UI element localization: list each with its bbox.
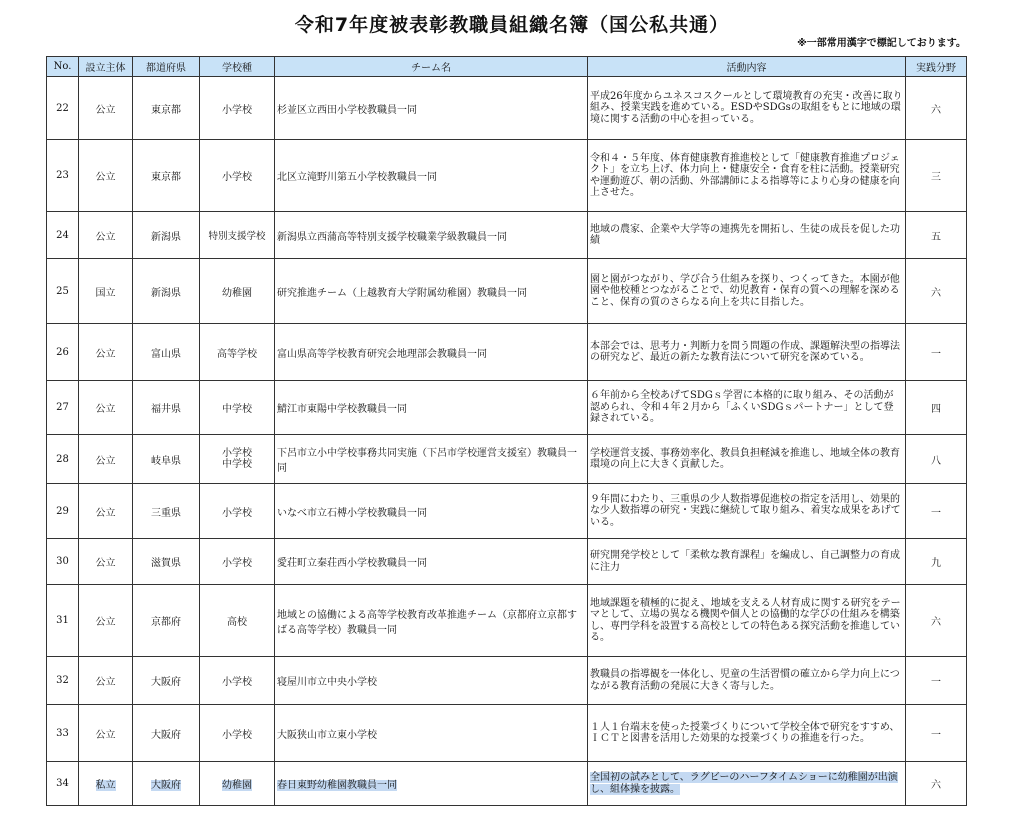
cell-field: 五: [906, 212, 967, 259]
cell-field: 六: [906, 77, 967, 140]
cell-school-type[interactable]: [200, 762, 275, 806]
cell-team-name: 富山県高等学校教育研究会地理部会教職員一同: [275, 324, 588, 381]
cell-activity: ６年前から全校あげてSDGｓ学習に本格的に取り組み、その活動が認められ、令和４年２月から「ふくいSDGｓパートナー」として登録されている。: [588, 381, 906, 435]
cell-field: 一: [906, 324, 967, 381]
cell-field: 三: [906, 140, 967, 212]
cell-founder: 公立: [79, 324, 133, 381]
cell-activity: 研究開発学校として「柔軟な教育課程」を編成し、自己調整力の育成に注力: [588, 539, 906, 585]
cell-founder: 公立: [79, 705, 133, 762]
col-header-founder: 設立主体: [79, 57, 133, 77]
cell-field: 九: [906, 539, 967, 585]
cell-field: 六: [906, 762, 967, 806]
cell-founder: 公立: [79, 585, 133, 657]
cell-no: 24: [47, 212, 79, 259]
cell-founder: 国立: [79, 259, 133, 324]
cell-team-name: いなべ市立石榑小学校教職員一同: [275, 484, 588, 539]
cell-activity: 地域課題を積極的に捉え、地域を支える人材育成に関する研究をテーマとして、立場の異なる機関や個人との協働的な学びの仕組みを構築し、専門学科を設置する高校としての特色ある探究活動を推進している。: [588, 585, 906, 657]
cell-school-type: 小学校 中学校: [200, 435, 275, 484]
cell-activity: 園と園がつながり、学び合う仕組みを探り、つくってきた。本園が他園や他校種とつながることで、幼児教育・保育の質への理解を深めること、保育の質のさらなる向上を共に目指した。: [588, 259, 906, 324]
cell-team-name: 新潟県立西蒲高等特別支援学校職業学級教職員一同: [275, 212, 588, 259]
cell-team-name: 研究推進チーム（上越教育大学附属幼稚園）教職員一同: [275, 259, 588, 324]
kanji-note: ※一部常用漢字で標記しております。: [797, 38, 966, 49]
cell-no: 30: [47, 539, 79, 585]
cell-school-type: 小学校: [200, 77, 275, 140]
cell-field: 八: [906, 435, 967, 484]
cell-prefecture[interactable]: [133, 762, 200, 806]
col-header-prefecture: 都道府県: [133, 57, 200, 77]
cell-school-type: 高校: [200, 585, 275, 657]
col-header-no: No.: [47, 57, 79, 77]
cell-no: 31: [47, 585, 79, 657]
cell-field: 一: [906, 484, 967, 539]
cell-activity: 令和４・５年度、体育健康教育推進校として「健康教育推進プロジェクト」を立ち上げ、体力向上・健康安全・食育を柱に活動。授業研究や運動遊び、朝の活動、外部講師による指導等により心身の健康を向上させた。: [588, 140, 906, 212]
cell-prefecture: 岐阜県: [133, 435, 200, 484]
cell-no: 34: [47, 762, 79, 806]
cell-school-type: 幼稚園: [200, 259, 275, 324]
cell-field: 六: [906, 585, 967, 657]
table-row: [47, 212, 967, 259]
cell-no: 28: [47, 435, 79, 484]
table-row: [47, 77, 967, 140]
cell-field: 一: [906, 657, 967, 705]
cell-founder: 公立: [79, 77, 133, 140]
col-header-team-name: チーム名: [275, 57, 588, 77]
cell-activity: 地域の農家、企業や大学等の連携先を開拓し、生徒の成長を促した功績: [588, 212, 906, 259]
cell-prefecture: 新潟県: [133, 259, 200, 324]
cell-team-name: 愛荘町立秦荘西小学校教職員一同: [275, 539, 588, 585]
cell-no: 33: [47, 705, 79, 762]
cell-prefecture: 京都府: [133, 585, 200, 657]
cell-prefecture: 富山県: [133, 324, 200, 381]
cell-prefecture: 大阪府: [133, 705, 200, 762]
cell-prefecture: 滋賀県: [133, 539, 200, 585]
table-row: [47, 435, 967, 484]
cell-founder: 公立: [79, 435, 133, 484]
cell-school-type: 中学校: [200, 381, 275, 435]
table-row: [47, 657, 967, 705]
cell-activity: 学校運営支援、事務効率化、教員負担軽減を推進し、地域全体の教育環境の向上に大きく貢献した。: [588, 435, 906, 484]
cell-no: 29: [47, 484, 79, 539]
cell-no: 32: [47, 657, 79, 705]
cell-prefecture: 新潟県: [133, 212, 200, 259]
cell-team-name: 下呂市立小中学校事務共同実施（下呂市学校運営支援室）教職員一同: [275, 435, 588, 484]
cell-school-type: 小学校: [200, 705, 275, 762]
table-row: [47, 484, 967, 539]
cell-school-type: 小学校: [200, 657, 275, 705]
cell-school-type: 特別支援学校: [200, 212, 275, 259]
cell-activity[interactable]: [588, 762, 906, 806]
selected-text[interactable]: 全国初の試みとして、ラグビーのハーフタイムショーに幼稚園が出演し、組体操を披露。: [590, 772, 898, 795]
cell-founder: 公立: [79, 657, 133, 705]
cell-activity: 平成26年度からユネスコスクールとして環境教育の充実・改善に取り組み、授業実践を進めている。ESDやSDGsの取組をもとに地域の環境に関する活動の中心を担っている。: [588, 77, 906, 140]
cell-activity: ９年間にわたり、三重県の少人数指導促進校の指定を活用し、効果的な少人数指導の研究・実践に継続して取り組み、着実な成果をあげている。: [588, 484, 906, 539]
cell-field: 六: [906, 259, 967, 324]
cell-no: 26: [47, 324, 79, 381]
cell-activity: 教職員の指導観を一体化し、児童の生活習慣の確立から学力向上につながる教育活動の発展に大きく寄与した。: [588, 657, 906, 705]
col-header-activity: 活動内容: [588, 57, 906, 77]
table-row: [47, 539, 967, 585]
selected-text[interactable]: 私立: [95, 780, 116, 791]
cell-prefecture: 福井県: [133, 381, 200, 435]
cell-prefecture: 東京都: [133, 140, 200, 212]
cell-no: 25: [47, 259, 79, 324]
cell-founder: 公立: [79, 381, 133, 435]
cell-no: 22: [47, 77, 79, 140]
cell-prefecture: 大阪府: [133, 657, 200, 705]
cell-school-type: 高等学校: [200, 324, 275, 381]
roster-table: [46, 56, 967, 806]
selected-text[interactable]: 大阪府: [151, 780, 181, 791]
cell-founder: 公立: [79, 140, 133, 212]
cell-school-type: 小学校: [200, 484, 275, 539]
cell-team-name: 寝屋川市立中央小学校: [275, 657, 588, 705]
cell-activity: １人１台端末を使った授業づくりについて学校全体で研究をすすめ、ＩＣＴと図書を活用した効果的な授業づくりの推進を行った。: [588, 705, 906, 762]
cell-founder: 公立: [79, 539, 133, 585]
cell-team-name: 北区立滝野川第五小学校教職員一同: [275, 140, 588, 212]
table-row-selected[interactable]: [47, 762, 967, 806]
header-row: [47, 57, 967, 77]
cell-founder: 公立: [79, 212, 133, 259]
table-row: [47, 585, 967, 657]
cell-prefecture: 東京都: [133, 77, 200, 140]
table-row: [47, 259, 967, 324]
page-title: 令和7年度被表彰教職員組織名簿（国公私共通）: [294, 14, 730, 36]
table-row: [47, 140, 967, 212]
table-row: [47, 381, 967, 435]
cell-team-name: 地域との協働による高等学校教育改革推進チーム（京都府立京都すばる高等学校）教職員一同: [275, 585, 588, 657]
cell-founder[interactable]: [79, 762, 133, 806]
cell-school-type: 小学校: [200, 539, 275, 585]
cell-team-name: 大阪狭山市立東小学校: [275, 705, 588, 762]
cell-school-type: 小学校: [200, 140, 275, 212]
selected-text[interactable]: 幼稚園: [222, 780, 252, 791]
table-row: [47, 324, 967, 381]
cell-activity: 本部会では、思考力・判断力を問う問題の作成、課題解決型の指導法の研究など、最近の新たな教育法について研究を深めている。: [588, 324, 906, 381]
col-header-school-type: 学校種: [200, 57, 275, 77]
cell-field: 一: [906, 705, 967, 762]
selected-text[interactable]: 春日東野幼稚園教職員一同: [277, 780, 397, 791]
col-header-field: 実践分野: [906, 57, 967, 77]
cell-field: 四: [906, 381, 967, 435]
cell-no: 23: [47, 140, 79, 212]
table-row: [47, 705, 967, 762]
cell-team-name: 鯖江市東陽中学校教職員一同: [275, 381, 588, 435]
cell-no: 27: [47, 381, 79, 435]
cell-founder: 公立: [79, 484, 133, 539]
cell-prefecture: 三重県: [133, 484, 200, 539]
cell-team-name: 杉並区立西田小学校教職員一同: [275, 77, 588, 140]
cell-team-name[interactable]: [275, 762, 588, 806]
